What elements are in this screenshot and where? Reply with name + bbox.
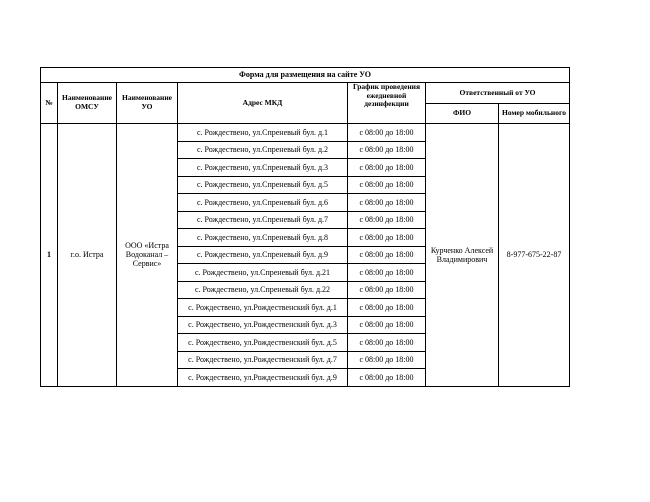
address-cell: с. Рождествено, ул.Спреневый бул. д.3 <box>178 159 348 177</box>
schedule-cell: с 08:00 до 18:00 <box>348 176 426 194</box>
address-cell: с. Рождествено, ул.Рождественский бул. д.3 <box>178 316 348 334</box>
schedule-cell: с 08:00 до 18:00 <box>348 141 426 159</box>
schedule-cell: с 08:00 до 18:00 <box>348 316 426 334</box>
address-cell: с. Рождествено, ул.Рождественский бул. д.1 <box>178 299 348 317</box>
schedule-cell: с 08:00 до 18:00 <box>348 159 426 177</box>
header-uo: Наименование УО <box>117 83 178 124</box>
address-cell: с. Рождествено, ул.Спреневый бул. д.22 <box>178 281 348 299</box>
schedule-cell: с 08:00 до 18:00 <box>348 124 426 142</box>
schedule-cell: с 08:00 до 18:00 <box>348 334 426 352</box>
header-responsible: Ответственный от УО <box>426 83 570 104</box>
address-cell: с. Рождествено, ул.Спреневый бул. д.1 <box>178 124 348 142</box>
address-cell: с. Рождествено, ул.Спреневый бул. д.2 <box>178 141 348 159</box>
record-num: 1 <box>41 124 58 387</box>
address-cell: с. Рождествено, ул.Спреневый бул. д.21 <box>178 264 348 282</box>
schedule-cell: с 08:00 до 18:00 <box>348 264 426 282</box>
header-address: Адрес МКД <box>178 83 348 124</box>
header-fio: ФИО <box>426 104 499 124</box>
table-body <box>41 124 570 387</box>
responsible-phone: 8-977-675-22-87 <box>499 124 570 387</box>
schedule-cell: с 08:00 до 18:00 <box>348 299 426 317</box>
schedule-cell: с 08:00 до 18:00 <box>348 281 426 299</box>
header-omsu: Наименование ОМСУ <box>58 83 117 124</box>
address-cell: с. Рождествено, ул.Рождественский бул. д.5 <box>178 334 348 352</box>
form-title: Форма для размещения на сайте УО <box>41 68 570 83</box>
header-num: № <box>41 83 58 124</box>
responsible-fio: Курченко Алексей Владимирович <box>426 124 499 387</box>
header-schedule-text: График проведения ежедневной дезинфекции <box>352 83 421 109</box>
disinfection-schedule-table <box>40 67 570 387</box>
table-row <box>41 124 570 142</box>
schedule-cell: с 08:00 до 18:00 <box>348 369 426 387</box>
address-cell: с. Рождествено, ул.Рождественский бул. д.7 <box>178 351 348 369</box>
address-cell: с. Рождествено, ул.Спреневый бул. д.7 <box>178 211 348 229</box>
schedule-cell: с 08:00 до 18:00 <box>348 194 426 212</box>
address-cell: с. Рождествено, ул.Рождественский бул. д.9 <box>178 369 348 387</box>
address-cell: с. Рождествено, ул.Спреневый бул. д.5 <box>178 176 348 194</box>
schedule-cell: с 08:00 до 18:00 <box>348 229 426 247</box>
address-cell: с. Рождествено, ул.Спреневый бул. д.6 <box>178 194 348 212</box>
schedule-cell: с 08:00 до 18:00 <box>348 211 426 229</box>
address-cell: с. Рождествено, ул.Спреневый бул. д.9 <box>178 246 348 264</box>
header-phone: Номер мобильного <box>499 104 570 124</box>
header-schedule <box>348 83 426 124</box>
address-cell: с. Рождествено, ул.Спреневый бул. д.8 <box>178 229 348 247</box>
schedule-cell: с 08:00 до 18:00 <box>348 246 426 264</box>
schedule-cell: с 08:00 до 18:00 <box>348 351 426 369</box>
record-uo: ООО «Истра Водоканал – Сервис» <box>117 124 178 387</box>
record-omsu: г.о. Истра <box>58 124 117 387</box>
